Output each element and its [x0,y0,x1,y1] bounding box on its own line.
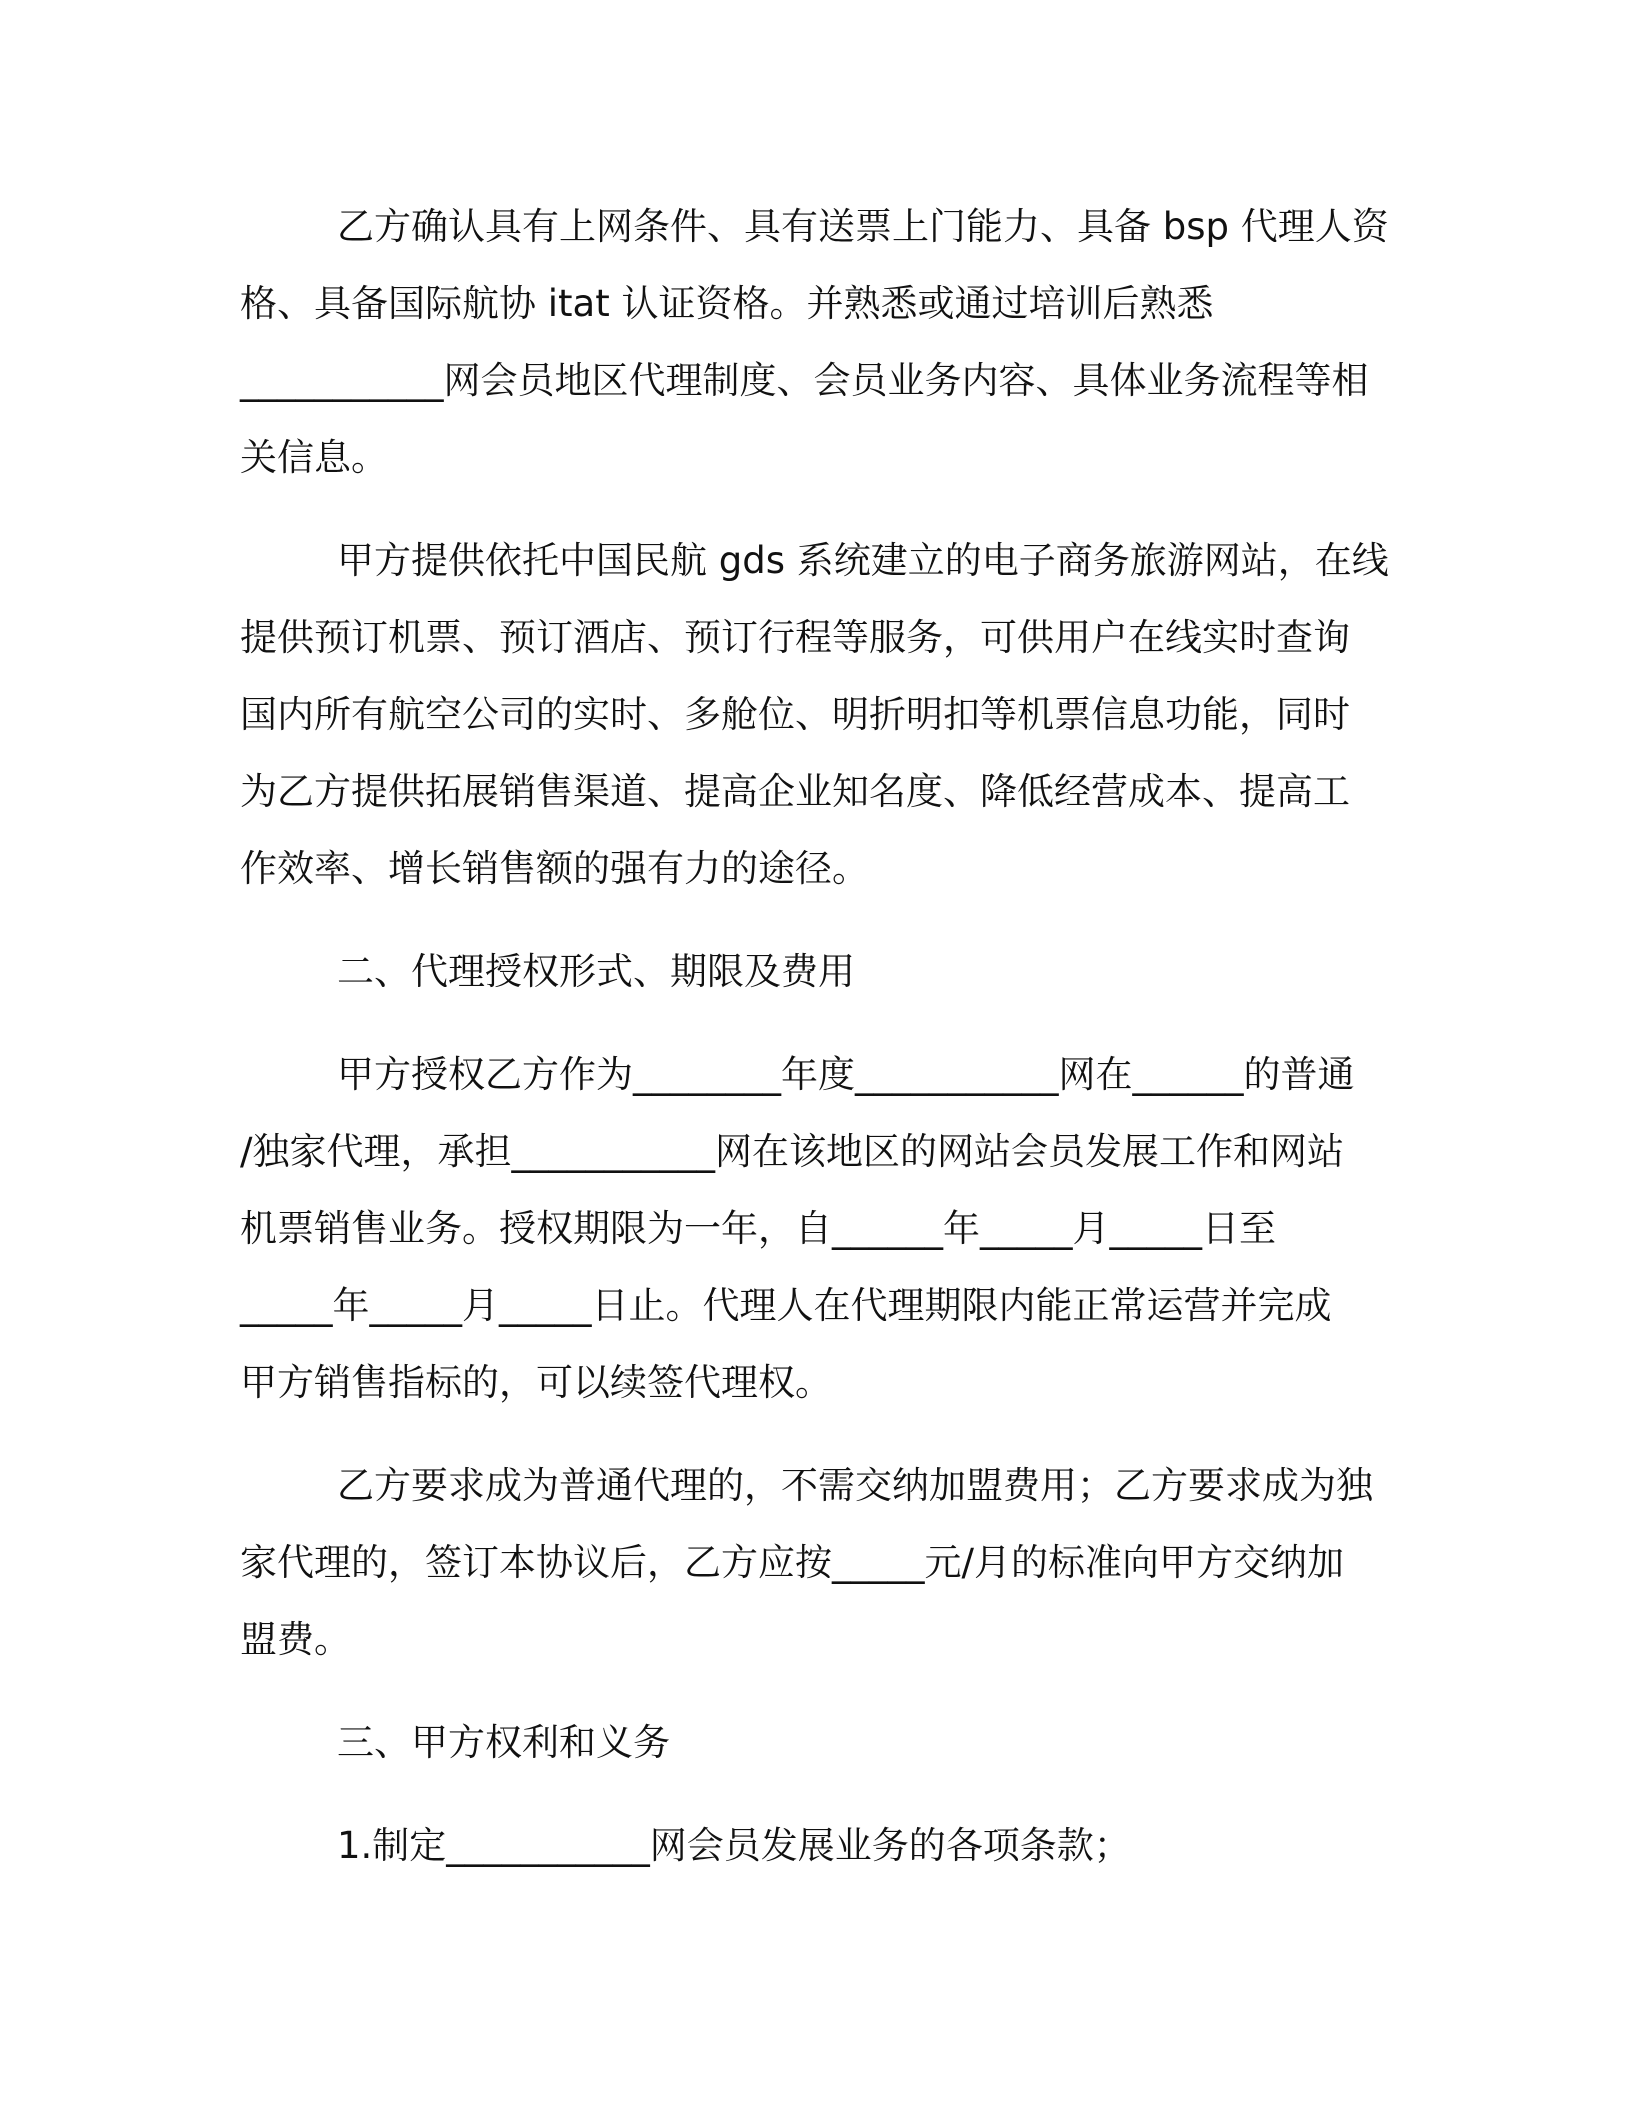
section-heading-party-a-rights: 三、甲方权利和义务 [337,1721,670,1764]
text-line: /独家代理，承担___________网在该地区的网站会员发展工作和网站 [240,1130,1344,1173]
text-line: 格、具备国际航协 itat 认证资格。并熟悉或通过培训后熟悉 [240,282,1214,325]
paragraph-authorization-terms [240,1036,1390,1421]
text-line: 甲方提供依托中国民航 gds 系统建立的电子商务旅游网站，在线 [337,539,1389,582]
text-line: 提供预订机票、预订酒店、预订行程等服务，可供用户在线实时查询 [240,616,1350,659]
paragraph-website-services [240,522,1390,907]
text-line: _____年_____月_____日止。代理人在代理期限内能正常运营并完成 [240,1284,1332,1327]
text-line: 甲方授权乙方作为________年度___________网在______的普通 [337,1053,1355,1096]
text-line: 盟费。 [240,1618,351,1661]
text-line: 作效率、增长销售额的强有力的途径。 [240,847,869,890]
list-item-1: 1.制定___________网会员发展业务的各项条款； [337,1824,1131,1867]
section-heading-authorization: 二、代理授权形式、期限及费用 [337,950,855,993]
document-body [240,188,1390,1910]
paragraph-qualifications [240,188,1390,496]
text-line: 家代理的，签订本协议后，乙方应按_____元/月的标准向甲方交纳加 [240,1541,1344,1584]
text-line: 机票销售业务。授权期限为一年，自______年_____月_____日至 [240,1207,1276,1250]
text-line: 乙方确认具有上网条件、具有送票上门能力、具备 bsp 代理人资 [337,205,1389,248]
text-line: 关信息。 [240,436,388,479]
paragraph-franchise-fee [240,1447,1390,1678]
text-line: 国内所有航空公司的实时、多舱位、明折明扣等机票信息功能，同时 [240,693,1350,736]
text-line: 为乙方提供拓展销售渠道、提高企业知名度、降低经营成本、提高工 [240,770,1350,813]
text-line: 乙方要求成为普通代理的，不需交纳加盟费用；乙方要求成为独 [337,1464,1373,1507]
text-line: 甲方销售指标的，可以续签代理权。 [240,1361,832,1404]
text-line: ___________网会员地区代理制度、会员业务内容、具体业务流程等相 [240,359,1369,402]
